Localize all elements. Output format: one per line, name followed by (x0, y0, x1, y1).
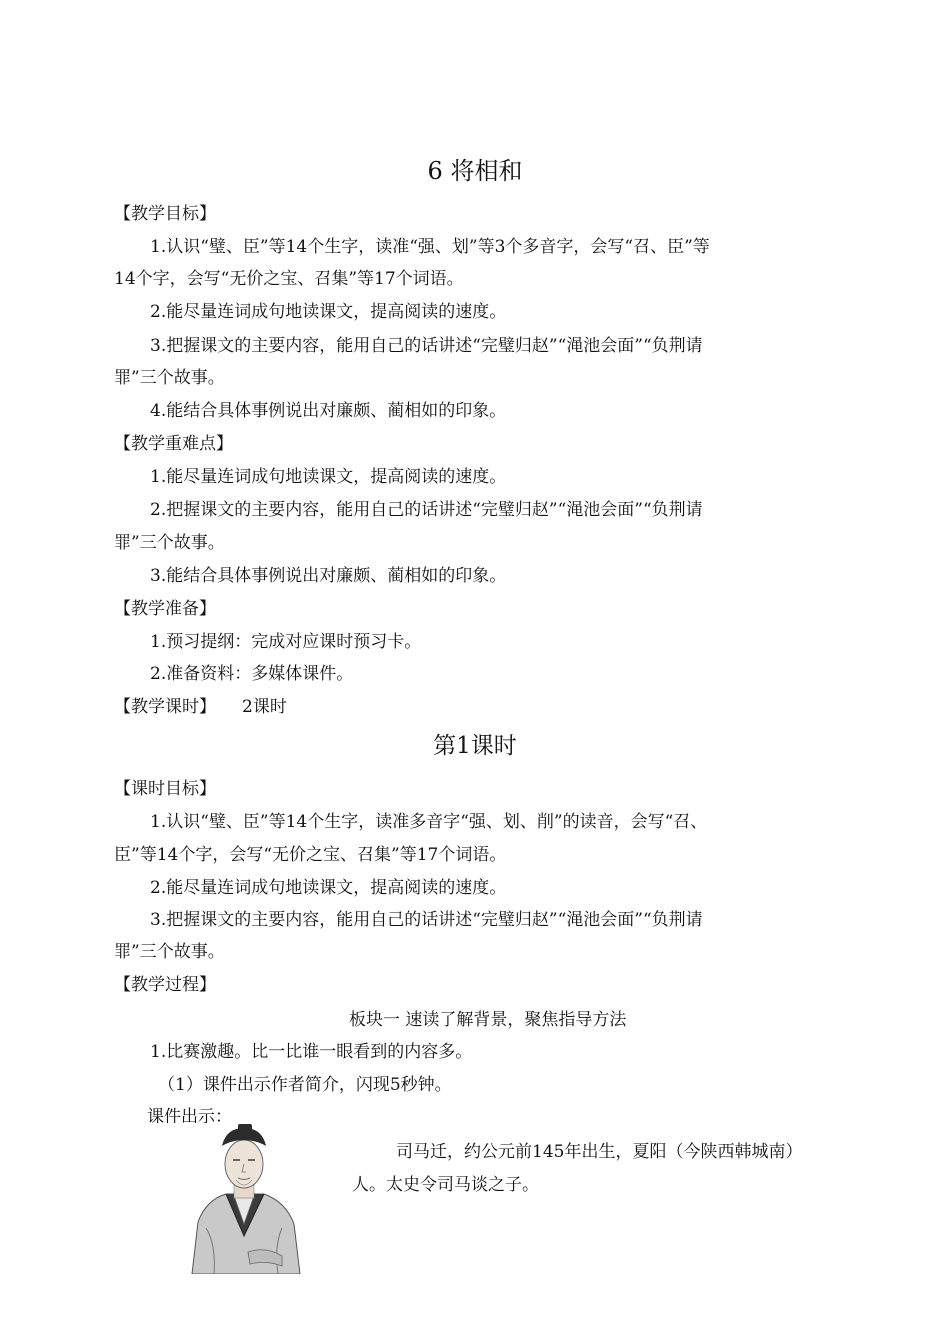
lesson-goals-heading: 【课时目标】 (114, 779, 216, 799)
goal-2: 2.能尽量连词成句地读课文，提高阅读的速度。 (150, 302, 507, 322)
prep-item-1: 1.预习提纲：完成对应课时预习卡。 (150, 632, 422, 652)
process-heading: 【教学过程】 (114, 975, 216, 995)
lesson-goal-3-line-1: 3.把握课文的主要内容，能用自己的话讲述“完璧归赵”“渑池会面”“负荆请 (150, 910, 703, 930)
goals-heading: 【教学目标】 (114, 204, 216, 224)
lesson-goal-3-line-2: 罪”三个故事。 (114, 942, 225, 962)
prep-item-2: 2.准备资料：多媒体课件。 (150, 664, 354, 684)
goal-1-line-1: 1.认识“璧、臣”等14个生字，读准“强、划”等3个多音字，会写“召、臣”等 (150, 237, 710, 257)
sima-qian-portrait-image (186, 1124, 304, 1274)
bio-line-2: 人。太史令司马谈之子。 (352, 1175, 539, 1195)
lesson-goal-2: 2.能尽量连词成句地读课文，提高阅读的速度。 (150, 878, 507, 898)
lesson-title: 第1课时 (433, 733, 517, 759)
lesson-goal-1-line-1: 1.认识“璧、臣”等14个生字，读准多音字“强、划、削”的读音，会写“召、 (150, 812, 708, 832)
hours-value: 2课时 (242, 697, 287, 717)
block-title: 板块一 速读了解背景，聚焦指导方法 (349, 1010, 627, 1030)
key-points-heading: 【教学重难点】 (114, 434, 233, 454)
hours-heading: 【教学课时】 (114, 697, 216, 717)
slide-label: 课件出示： (147, 1107, 232, 1123)
key-point-1: 1.能尽量连词成句地读课文，提高阅读的速度。 (150, 467, 507, 487)
key-point-2-line-2: 罪”三个故事。 (114, 533, 225, 553)
page-title: 6 将相和 (427, 157, 523, 185)
lesson-goal-1-line-2: 臣”等14个字，会写“无价之宝、召集”等17个词语。 (114, 845, 507, 865)
goal-4: 4.能结合具体事例说出对廉颇、蔺相如的印象。 (150, 401, 507, 421)
goal-3-line-1: 3.把握课文的主要内容，能用自己的话讲述“完璧归赵”“渑池会面”“负荆请 (150, 336, 703, 356)
step-1: 1.比赛激趣。比一比谁一眼看到的内容多。 (150, 1042, 473, 1062)
goal-1-line-2: 14个字，会写“无价之宝、召集”等17个词语。 (114, 269, 464, 289)
step-1-sub: （1）课件出示作者简介，闪现5秒钟。 (158, 1075, 452, 1095)
bio-line-1: 司马迁，约公元前145年出生，夏阳（今陕西韩城南） (396, 1142, 803, 1162)
prep-heading: 【教学准备】 (114, 599, 216, 619)
key-point-3: 3.能结合具体事例说出对廉颇、蔺相如的印象。 (150, 566, 507, 586)
key-point-2-line-1: 2.把握课文的主要内容，能用自己的话讲述“完璧归赵”“渑池会面”“负荆请 (150, 500, 703, 520)
hours-row (114, 695, 850, 719)
goal-3-line-2: 罪”三个故事。 (114, 368, 225, 388)
